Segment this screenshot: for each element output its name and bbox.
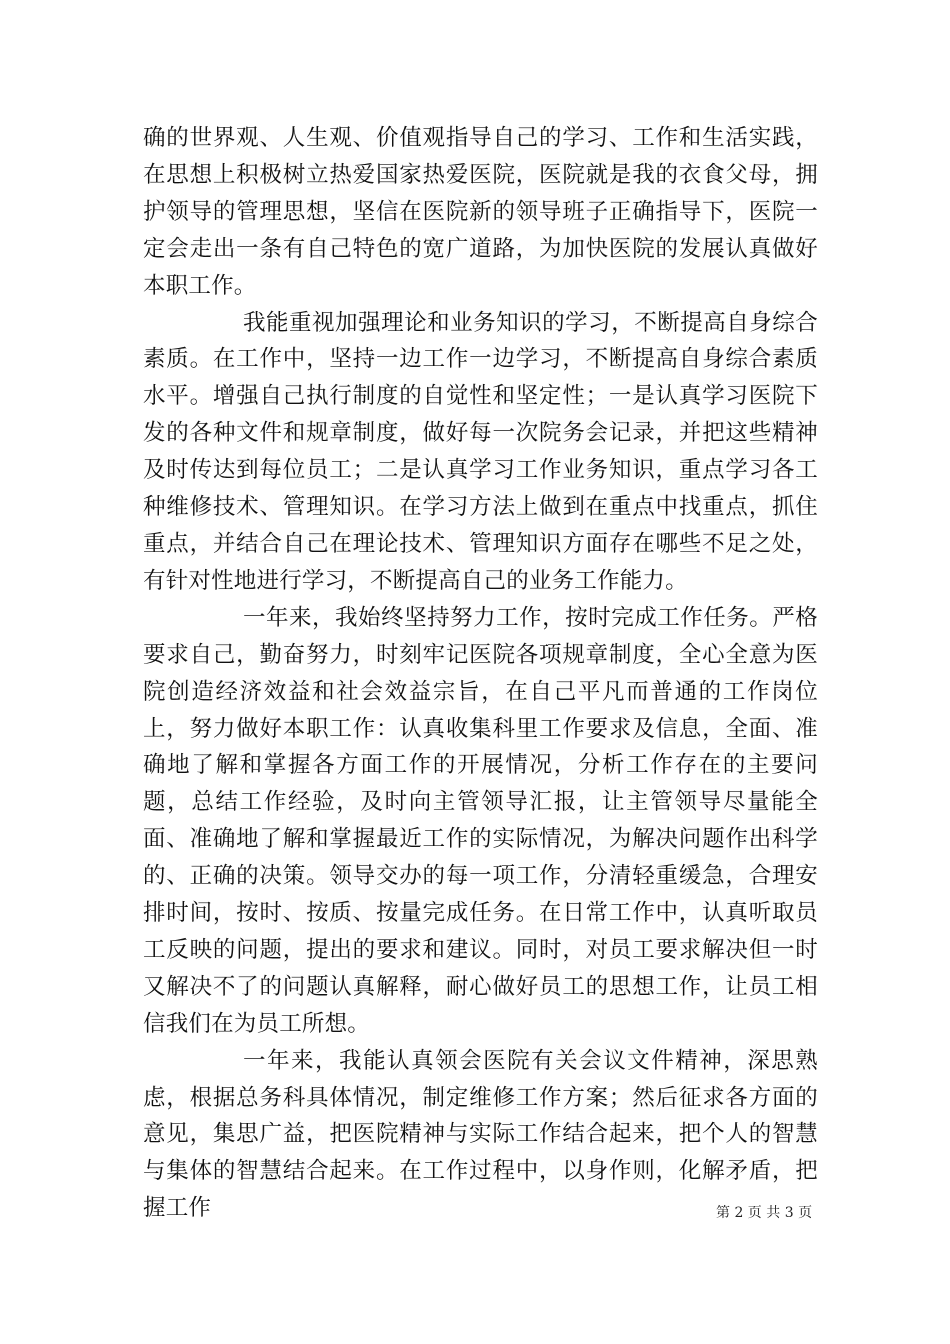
paragraph-2: 我能重视加强理论和业务知识的学习，不断提高自身综合素质。在工作中，坚持一边工作一边学习，不断提高自身综合素质水平。增强自己执行制度的自觉性和坚定性；一是认真学习医院下发的各种文件和规章制度，做好每一次院务会记录，并把这些精神及时传达到每位员工；二是认真学习工作业务知识，重点学习各工种维修技术、管理知识。在学习方法上做到在重点中找重点，抓住重点，并结合自己在理论技术、管理知识方面存在哪些不足之处，有针对性地进行学习，不断提高自己的业务工作能力。: [143, 309, 818, 594]
paragraph-1: 确的世界观、人生观、价值观指导自己的学习、工作和生活实践，在思想上积极树立热爱国家热爱医院，医院就是我的衣食父母，拥护领导的管理思想，坚信在医院新的领导班子正确指导下，医院一定会走出一条有自己特色的宽广道路，为加快医院的发展认真做好本职工作。: [143, 125, 818, 299]
document-body: [143, 120, 818, 1227]
page-number-footer: 第 2 页 共 3 页: [716, 1205, 813, 1221]
paragraph-4: 一年来，我能认真领会医院有关会议文件精神，深思熟虑，根据总务科具体情况，制定维修工作方案；然后征求各方面的意见，集思广益，把医院精神与实际工作结合起来，把个人的智慧与集体的智慧结合起来。在工作过程中，以身作则，化解矛盾，把握工作: [143, 1047, 818, 1222]
paragraph-3: 一年来，我始终坚持努力工作，按时完成工作任务。严格要求自己，勤奋努力，时刻牢记医院各项规章制度，全心全意为医院创造经济效益和社会效益宗旨，在自己平凡而普通的工作岗位上，努力做好本职工作：认真收集科里工作要求及信息，全面、准确地了解和掌握各方面工作的开展情况，分析工作存在的主要问题，总结工作经验，及时向主管领导汇报，让主管领导尽量能全面、准确地了解和掌握最近工作的实际情况，为解决问题作出科学的、正确的决策。领导交办的每一项工作，分清轻重缓急，合理安排时间，按时、按质、按量完成任务。在日常工作中，认真听取员工反映的问题，提出的要求和建议。同时，对员工要求解决但一时又解决不了的问题认真解释，耐心做好员工的思想工作，让员工相信我们在为员工所想。: [143, 604, 818, 1037]
